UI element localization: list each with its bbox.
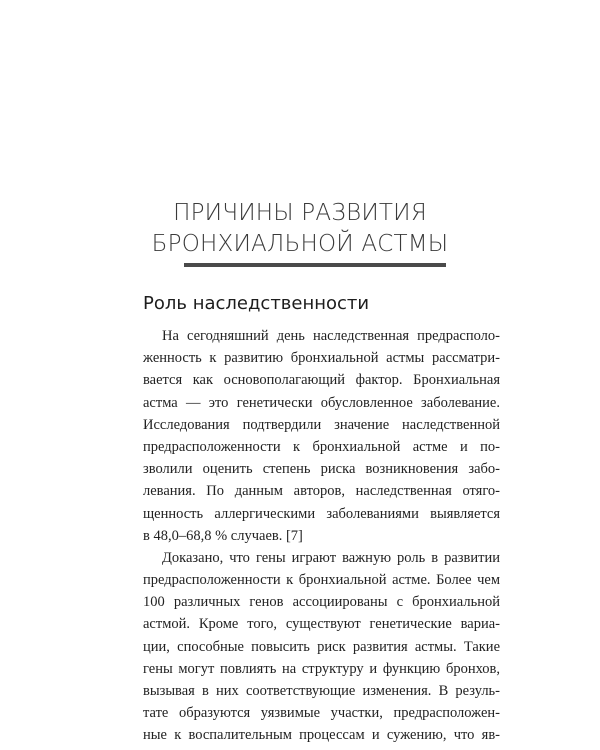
text-line: 100 различных генов ассоциированы с бронхиальной: [143, 594, 500, 611]
text-line: тате образуются уязвимые участки, предрасположен-: [143, 705, 500, 722]
chapter-title: [0, 198, 600, 260]
text-line: зволили оценить степень риска возникновения забо-: [143, 461, 500, 478]
text-line: левания. По данным авторов, наследственная отяго-: [143, 483, 500, 500]
paragraph: [143, 547, 500, 747]
text-line: Доказано, что гены играют важную роль в развитии: [162, 549, 500, 566]
text-line: Исследования подтвердили значение наследственной: [143, 416, 500, 433]
chapter-title-line: ПРИЧИНЫ РАЗВИТИЯ: [173, 200, 427, 226]
paragraph: [143, 325, 500, 547]
text-line: ные к воспалительным процессам и сужению, что яв-: [143, 727, 500, 744]
text-line: предрасположенности к бронхиальной астме и по-: [143, 438, 500, 455]
text-line: женность к развитию бронхиальной астмы рассматри-: [143, 350, 500, 367]
text-line: в 48,0–68,8 % случаев. [7]: [143, 527, 303, 544]
text-line: вается как основополагающий фактор. Бронхиальная: [143, 372, 500, 389]
title-underline-rule: [184, 263, 446, 267]
text-line: астмой. Кроме того, существуют генетические вариа-: [143, 616, 500, 633]
text-line: вызывая в них соответствующие изменения. В резуль-: [143, 683, 500, 699]
text-line: астма — это генетически обусловленное заболевание.: [143, 394, 500, 411]
text-line: На сегодняшний день наследственная предрасполо-: [162, 328, 500, 344]
text-line: щенность аллергическими заболеваниями выявляется: [143, 505, 500, 522]
text-line: предрасположенности к бронхиальной астме. Более чем: [143, 572, 500, 589]
text-line: гены могут повлиять на структуру и функцию бронхов,: [143, 660, 500, 677]
text-line: ции, способные повысить риск развития астмы. Такие: [143, 638, 500, 655]
body-text: [143, 325, 500, 747]
section-heading: Роль наследственности: [143, 293, 370, 314]
chapter-title-line: БРОНХИАЛЬНОЙ АСТМЫ: [151, 231, 449, 257]
